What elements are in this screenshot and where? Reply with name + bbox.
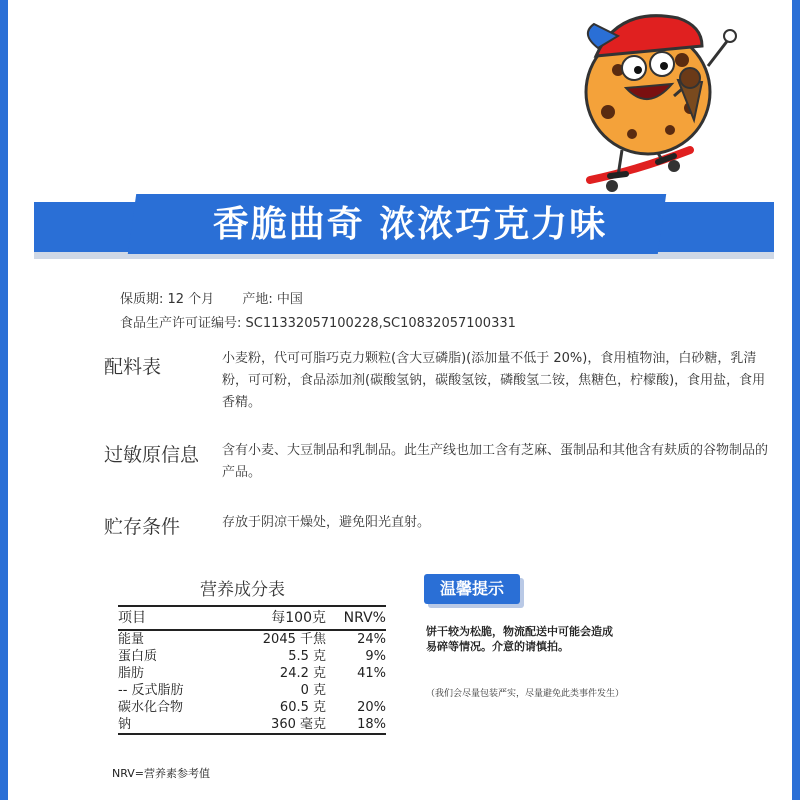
nutrient-amount: 360 毫克: [271, 717, 326, 732]
nutrient-name: 能量: [118, 632, 145, 647]
nutrient-name: 蛋白质: [118, 649, 158, 664]
nutrient-name: 钠: [118, 717, 132, 732]
nutrient-name: 碳水化合物: [118, 700, 184, 715]
nutrient-nrv: 18%: [357, 717, 386, 732]
shelf-life-text: 保质期: 12 个月: [120, 292, 215, 307]
tip-badge: 温馨提示: [424, 574, 520, 604]
table-row: [118, 648, 386, 665]
nutrient-name: -- 反式脂肪: [118, 683, 184, 698]
tip-note-text: （我们会尽量包装严实，尽量避免此类事件发生）: [426, 689, 625, 699]
ingredients-body: 小麦粉，代可可脂巧克力颗粒(含大豆磷脂)(添加量不低于 20%)，食用植物油，白砂糖，乳清粉，可可粉，食品添加剂(碳酸氢钠，碳酸氢铵，磷酸氢二铵，焦糖色，柠檬酸)，食用盐，食用香精。: [222, 351, 766, 410]
table-row: [118, 699, 386, 716]
nutrient-nrv: 20%: [357, 700, 386, 715]
nutrient-nrv: [326, 682, 386, 699]
nutrition-title: 营养成分表: [200, 580, 285, 600]
header-nrv: NRV%: [343, 610, 386, 626]
storage-heading: 贮存条件: [104, 516, 181, 538]
header-item: 项目: [118, 610, 146, 626]
table-row: [118, 631, 386, 648]
table-row: [118, 716, 386, 733]
table-rule: [118, 733, 386, 735]
nutrient-amount: 24.2 克: [279, 666, 326, 681]
nutrient-name: 脂肪: [118, 666, 145, 681]
nutrient-amount: 60.5 克: [279, 700, 326, 715]
nutrient-nrv: 41%: [357, 666, 386, 681]
origin-text: 产地: 中国: [242, 292, 303, 307]
table-row: [118, 682, 386, 699]
right-frame-bar: [792, 0, 800, 800]
nutrient-amount: 0 克: [300, 683, 326, 698]
tip-body-text: 饼干较为松脆，物流配送中可能会造成易碎等情况。介意的请慎拍。: [426, 625, 613, 653]
nutrient-amount: 5.5 克: [288, 649, 326, 664]
ingredients-heading: 配料表: [104, 356, 162, 378]
storage-body: 存放于阴凉干燥处，避免阳光直射。: [222, 515, 431, 530]
cookie-mascot-illustration: [578, 0, 750, 196]
license-text: 食品生产许可证编号: SC11332057100228,SC10832057100331: [120, 316, 516, 331]
nutrient-amount: 2045 千焦: [262, 632, 326, 647]
nrv-footnote: NRV=营养素参考值: [112, 767, 211, 780]
nutrition-table: [118, 605, 386, 735]
banner-title: 香脆曲奇 浓浓巧克力味: [212, 204, 608, 245]
nutrient-nrv: 9%: [365, 649, 386, 664]
allergen-heading: 过敏原信息: [104, 444, 200, 466]
left-frame-bar: [0, 0, 8, 800]
allergen-body: 含有小麦、大豆制品和乳制品。此生产线也加工含有芝麻、蛋制品和其他含有麸质的谷物制品的产品。: [222, 443, 769, 480]
meta-line-1: [120, 288, 327, 307]
table-header-row: [118, 607, 386, 629]
table-row: [118, 665, 386, 682]
header-per100g: 每100克: [271, 610, 326, 626]
nutrient-nrv: 24%: [357, 632, 386, 647]
